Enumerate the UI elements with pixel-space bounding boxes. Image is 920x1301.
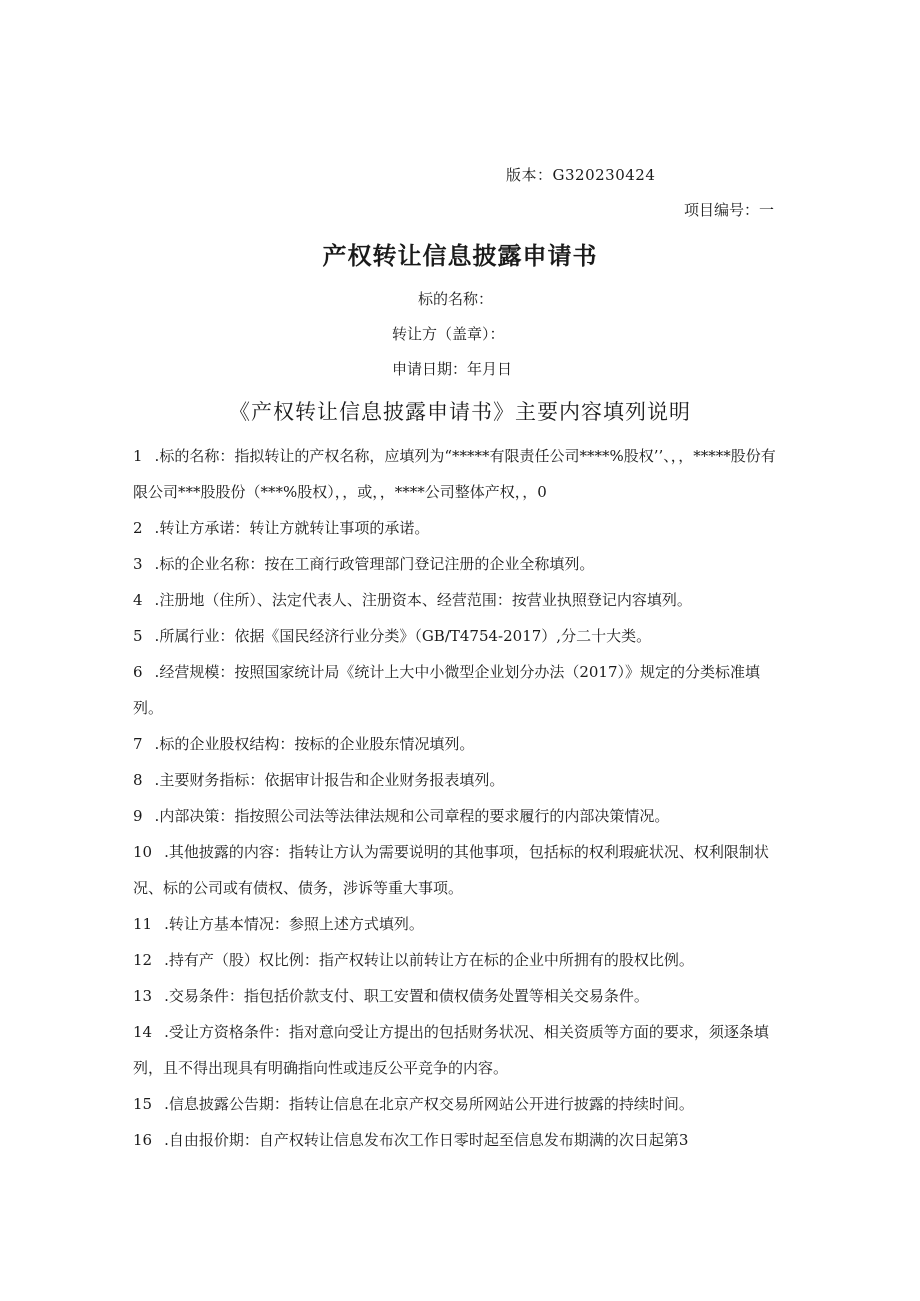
item-number: 2 xyxy=(133,519,143,537)
list-item xyxy=(133,942,788,978)
item-number: 6 xyxy=(133,663,143,681)
item-number: 16 xyxy=(133,1131,153,1149)
transferor-line: 转让方（盖章）： xyxy=(392,325,505,343)
item-text: .转让方承诺：转让方就转让事项的承诺。 xyxy=(154,519,430,537)
list-item xyxy=(133,726,788,762)
list-item xyxy=(133,1014,788,1086)
list-item xyxy=(133,510,788,546)
item-number: 4 xyxy=(133,591,143,609)
item-text: .注册地（住所）、法定代表人、注册资本、经营范围：按营业执照登记内容填列。 xyxy=(154,591,692,609)
item-text: .转让方基本情况：参照上述方式填列。 xyxy=(164,915,424,933)
project-number-label: 项目编号：一 xyxy=(684,201,775,219)
item-text: .标的名称：指拟转让的产权名称，应填列为“*****有限责任公司****%股权’’、，，*****股份有限公司***股股份（***%股权），，或，，****公司整体产权，，0 xyxy=(133,447,776,501)
item-number: 8 xyxy=(133,771,143,789)
item-number: 14 xyxy=(133,1023,153,1041)
list-item xyxy=(133,978,788,1014)
item-text: .其他披露的内容：指转让方认为需要说明的其他事项，包括标的权利瑕疵状况、权利限制状况、标的公司或有债权、债务，涉诉等重大事项。 xyxy=(133,843,769,897)
list-item xyxy=(133,762,788,798)
page-title: 产权转让信息披露申请书 xyxy=(322,242,598,270)
list-item xyxy=(133,582,788,618)
item-text: .受让方资格条件：指对意向受让方提出的包括财务状况、相关资质等方面的要求，须逐条填列，且不得出现具有明确指向性或违反公平竞争的内容。 xyxy=(133,1023,769,1077)
list-item xyxy=(133,834,788,906)
list-item xyxy=(133,654,788,726)
instructions-list xyxy=(133,438,788,1158)
item-number: 5 xyxy=(133,627,143,645)
item-number: 7 xyxy=(133,735,143,753)
item-number: 12 xyxy=(133,951,153,969)
item-number: 9 xyxy=(133,807,143,825)
item-text: .所属行业：依据《国民经济行业分类》（GB/T4754-2017）,分二十大类。 xyxy=(154,627,652,645)
list-item xyxy=(133,1122,788,1158)
list-item xyxy=(133,1086,788,1122)
item-text: .标的企业股权结构：按标的企业股东情况填列。 xyxy=(154,735,475,753)
subject-name-line: 标的名称： xyxy=(418,290,494,308)
item-text: .标的企业名称：按在工商行政管理部门登记注册的企业全称填列。 xyxy=(154,555,595,573)
item-text: .自由报价期：自产权转让信息发布次工作日零时起至信息发布期满的次日起第3 xyxy=(164,1131,689,1149)
item-text: .持有产（股）权比例：指产权转让以前转让方在标的企业中所拥有的股权比例。 xyxy=(164,951,694,969)
list-item xyxy=(133,438,788,510)
version-label: 版本：G320230424 xyxy=(506,166,656,184)
list-item xyxy=(133,546,788,582)
item-number: 13 xyxy=(133,987,153,1005)
item-text: .内部决策：指按照公司法等法律法规和公司章程的要求履行的内部决策情况。 xyxy=(154,807,670,825)
item-number: 10 xyxy=(133,843,153,861)
item-number: 15 xyxy=(133,1095,153,1113)
item-text: .主要财务指标：依据审计报告和企业财务报表填列。 xyxy=(154,771,505,789)
list-item xyxy=(133,798,788,834)
item-text: .交易条件：指包括价款支付、职工安置和债权债务处置等相关交易条件。 xyxy=(164,987,649,1005)
item-number: 11 xyxy=(133,915,153,933)
list-item xyxy=(133,618,788,654)
list-item xyxy=(133,906,788,942)
item-number: 1 xyxy=(133,447,143,465)
item-text: .信息披露公告期：指转让信息在北京产权交易所网站公开进行披露的持续时间。 xyxy=(164,1095,694,1113)
item-number: 3 xyxy=(133,555,143,573)
apply-date-line: 申请日期：年月日 xyxy=(392,360,513,378)
item-text: .经营规模：按照国家统计局《统计上大中小微型企业划分办法（2017）》规定的分类标准填列。 xyxy=(133,663,760,717)
instructions-title: 《产权转让信息披露申请书》主要内容填列说明 xyxy=(229,400,691,424)
